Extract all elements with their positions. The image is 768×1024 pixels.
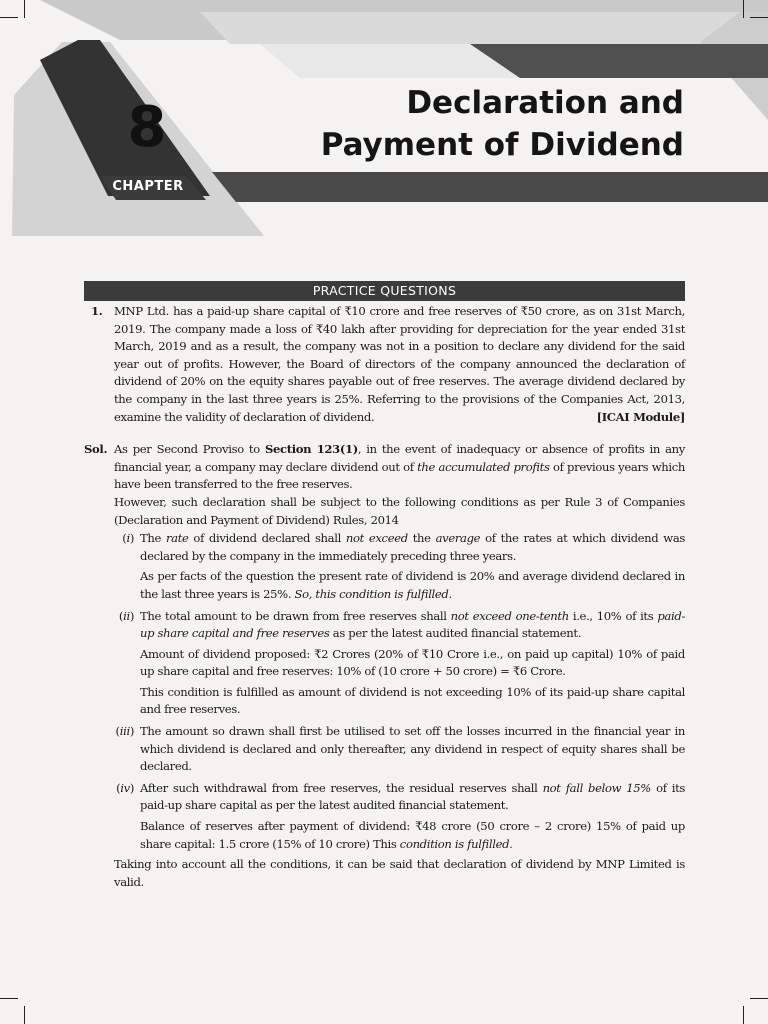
question <box>84 303 685 426</box>
emphasis: So, this condition is fulfilled. <box>294 586 452 601</box>
text: of previous years which have been transferred to the free reserves. <box>114 459 685 492</box>
condition-iii <box>114 723 685 779</box>
section-heading: PRACTICE QUESTIONS <box>84 281 685 301</box>
condition-label: (i) <box>122 531 134 546</box>
chapter-title-line-1: Declaration and <box>406 85 684 121</box>
text: as per the latest audited financial statement. <box>329 626 582 641</box>
chapter-title-line-2: Payment of Dividend <box>320 127 684 163</box>
crop-mark <box>743 1006 744 1024</box>
text: Balance of reserves after payment of dividend: ₹48 crore (50 crore – 2 crore) 15% of paid up share capital: 1.5 crore (15% of 10 crore) This <box>140 819 685 851</box>
solution-body <box>114 441 685 891</box>
emphasis: rate <box>165 531 189 546</box>
crop-mark <box>0 998 18 999</box>
emphasis: the accumulated profits <box>417 459 550 474</box>
text: the <box>407 531 436 546</box>
condition-ii <box>114 608 685 723</box>
text: After such withdrawal from free reserves, the residual reserves shall <box>140 780 543 795</box>
condition-para <box>140 608 685 643</box>
condition-text <box>140 608 685 723</box>
text: of dividend declared shall <box>188 531 346 546</box>
text: The total amount to be drawn from free reserves shall <box>140 608 451 623</box>
condition-text <box>140 780 685 856</box>
question-text-block <box>114 303 685 426</box>
text: of its paid-up share capital as per the latest audited financial statement. <box>140 780 686 813</box>
emphasis: not exceed <box>345 531 408 546</box>
question-number: 1. <box>91 304 103 318</box>
emphasis: not fall below 15% <box>542 780 651 795</box>
solution-however: However, such declaration shall be subject to the following conditions as per Rule 3 of Companies (Declaration and Payment of Dividend) Rules, 2014 <box>114 494 685 527</box>
condition-numeral: iv <box>120 780 130 795</box>
text: , in the event of inadequacy or absence of profits in any financial year, a company may declare dividend out of <box>114 442 685 474</box>
condition-text <box>140 530 685 606</box>
solution-label: Sol. <box>84 442 108 457</box>
chapter-label: CHAPTER <box>112 179 184 194</box>
condition-para <box>140 818 685 853</box>
text: As per facts of the question the present rate of dividend is 20% and average dividend declared in the last three years is 25%. <box>140 569 685 601</box>
condition-numeral: iii <box>119 724 130 739</box>
solution-conclusion: Taking into account all the conditions, it can be said that declaration of dividend by MNP Limited is valid. <box>114 857 685 889</box>
question-source: [ICAI Module] <box>596 409 685 424</box>
condition-para: This condition is fulfilled as amount of dividend is not exceeding 10% of its paid-up share capital and free reserves. <box>140 684 685 717</box>
condition-para: The amount so drawn shall first be utilised to set off the losses incurred in the financial year in which dividend is declared and only thereafter, any dividend in respect of equity shares shall be declared. <box>140 724 685 774</box>
crop-mark <box>743 0 744 18</box>
condition-para: Amount of dividend proposed: ₹2 Crores (20% of ₹10 Crore i.e., on paid up capital) 10% of paid up share capital and free reserves: 10% of (10 crore + 50 crore) = ₹6 Crore. <box>140 646 685 679</box>
question-text: MNP Ltd. has a paid-up share capital of ₹10 crore and free reserves of ₹50 crore, as on 31st March, 2019. The company made a loss of ₹40 lakh after providing for depreciation for the year ended 31st March, 2019 and as a result, the company was not in a position to declare any dividend for the said year out of profits. However, the Board of directors of the company announced the declaration of dividend of 20% on the equity shares payable out of free reserves. The average dividend declared by the company in the last three years is 25%. Referring to the provisions of the Companies Act, 2013, examine the validity of declaration of dividend. <box>114 304 685 424</box>
crop-mark <box>750 17 768 18</box>
page-content <box>84 303 685 891</box>
condition-para <box>140 530 685 565</box>
emphasis: average <box>435 531 481 546</box>
chapter-title <box>321 82 684 166</box>
crop-mark <box>0 17 18 18</box>
condition-para <box>140 568 685 603</box>
solution <box>84 441 685 891</box>
crop-mark <box>750 998 768 999</box>
text: The <box>140 531 166 546</box>
crop-mark <box>24 0 25 18</box>
condition-numeral: i <box>126 531 130 546</box>
condition-i <box>114 530 685 606</box>
condition-para <box>140 780 685 815</box>
solution-intro <box>114 441 685 494</box>
condition-label: (iii) <box>115 724 134 739</box>
section-ref: Section 123(1) <box>264 442 358 457</box>
crop-mark <box>24 1006 25 1024</box>
text: i.e., 10% of its <box>568 608 658 623</box>
condition-label: (iv) <box>116 780 134 795</box>
chapter-number: 8 <box>127 95 167 160</box>
text: of the rates at which dividend was declared by the company in the immediately preceding three years. <box>140 531 686 563</box>
text: As per Second Proviso to <box>114 442 265 457</box>
condition-label: (ii) <box>118 608 134 623</box>
condition-iv <box>114 780 685 856</box>
emphasis: condition is fulfilled. <box>399 836 513 851</box>
emphasis: not exceed one-tenth <box>450 608 569 623</box>
emphasis: paid-up share capital and free reserves <box>140 608 685 641</box>
condition-numeral: ii <box>123 608 130 623</box>
condition-text <box>140 723 685 779</box>
